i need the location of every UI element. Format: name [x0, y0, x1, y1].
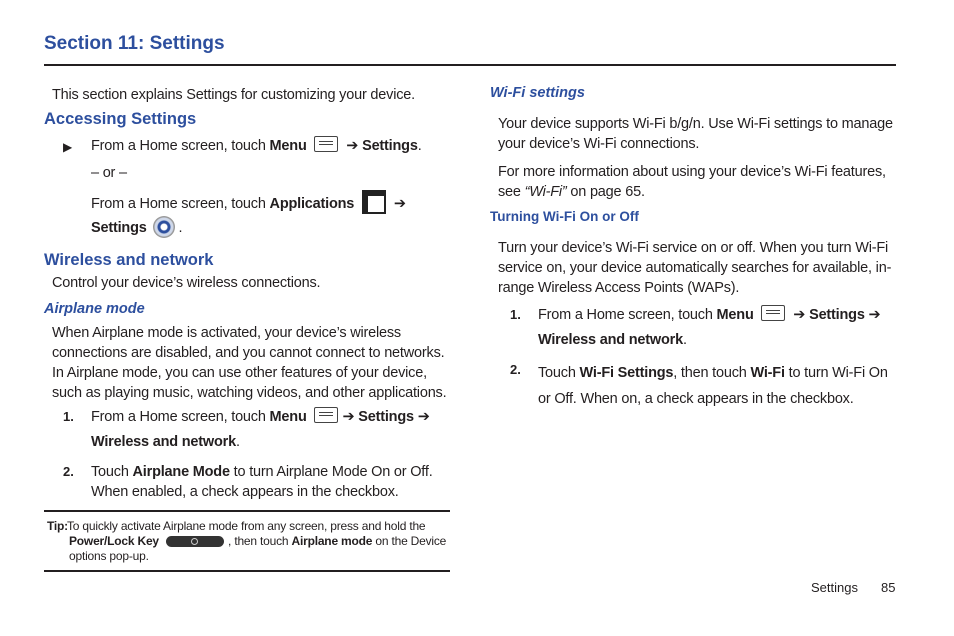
text-fragment: to turn Airplane Mode On or Off. When enabled, a check appears in the checkbox.	[91, 464, 433, 500]
arrow-icon: ➔	[868, 307, 881, 323]
title-divider	[44, 64, 896, 66]
menu-icon	[761, 305, 785, 321]
text-fragment: Touch	[538, 365, 580, 381]
airplane-mode-label: Airplane Mode	[132, 464, 230, 480]
airplane-step1-line2	[91, 432, 240, 452]
footer-section: Settings	[811, 580, 858, 595]
wireless-network-label: Wireless and network	[91, 434, 236, 450]
turning-wifi-para: Turn your device’s Wi-Fi service on or off. When you turn Wi-Fi service on, your device automatically searches for available, in-range Wireless Access Points (WAPs).	[498, 240, 892, 296]
wifi-para1: Your device supports Wi-Fi b/g/n. Use Wi-Fi settings to manage your device’s Wi-Fi connections.	[498, 116, 893, 152]
wifi-step1-line2	[538, 330, 687, 350]
applications-label: Applications	[269, 196, 355, 212]
text-fragment: on the Device options pop-up.	[69, 534, 447, 563]
wifi-para2	[498, 162, 894, 202]
text-fragment: Touch	[91, 464, 133, 480]
text-fragment: to turn Wi-Fi On or Off. When on, a check appears in the checkbox.	[538, 365, 888, 407]
text-fragment: .	[417, 138, 422, 154]
page-title: Section 11: Settings	[44, 33, 225, 54]
menu-label: Menu	[269, 138, 307, 154]
accessing-line-menu	[91, 136, 422, 156]
airplane-step1-line1	[91, 407, 430, 427]
power-key-label: Power/Lock Key	[69, 534, 159, 548]
wifi-label: Wi-Fi	[750, 365, 785, 381]
wifi-settings-label: Wi-Fi Settings	[579, 365, 674, 381]
step-number: 1.	[510, 307, 521, 322]
power-key-icon	[166, 536, 224, 547]
settings-label: Settings	[362, 138, 418, 154]
text-fragment: , then touch	[673, 365, 751, 381]
text-fragment: .	[682, 332, 687, 348]
accessing-line-apps	[91, 190, 406, 214]
tip-top-divider	[44, 510, 450, 512]
step-number: 2.	[510, 362, 521, 377]
settings-gear-icon	[153, 216, 175, 238]
step-number: 2.	[63, 464, 74, 479]
wifi-step2	[538, 360, 894, 412]
accessing-line-settings	[91, 216, 182, 238]
arrow-icon: ➔	[346, 138, 359, 154]
tip-text	[69, 519, 447, 564]
page-number: 85	[881, 580, 896, 595]
turning-wifi-heading: Turning Wi-Fi On or Off	[490, 209, 639, 224]
menu-label: Menu	[269, 409, 307, 425]
text-fragment: on page 65.	[566, 184, 645, 200]
bullet-icon: ▶	[63, 140, 73, 154]
settings-label: Settings	[809, 307, 865, 323]
menu-icon	[314, 136, 338, 152]
airplane-step2	[91, 462, 451, 502]
applications-icon	[362, 190, 386, 214]
menu-icon	[314, 407, 338, 423]
arrow-icon: ➔	[342, 409, 355, 425]
text-fragment: From a Home screen, touch	[91, 409, 270, 425]
arrow-icon: ➔	[417, 409, 430, 425]
text-fragment: To quickly activate Airplane mode from any screen, press and hold the	[67, 519, 426, 533]
airplane-mode-heading: Airplane mode	[44, 301, 145, 317]
text-fragment: From a Home screen, touch	[538, 307, 717, 323]
arrow-icon: ➔	[393, 196, 406, 212]
wireless-network-heading: Wireless and network	[44, 251, 214, 269]
airplane-mode-para: When Airplane mode is activated, your device’s wireless connections are disabled, and you cannot connect to networks. In Airplane mode, you can use other features of your device, such as playing music, watching videos, and other applications.	[52, 325, 447, 401]
text-fragment: , then touch	[228, 534, 292, 548]
tip-label	[47, 519, 68, 534]
or-separator: – or –	[91, 165, 127, 181]
intro-text: This section explains Settings for customizing your device.	[52, 87, 415, 103]
accessing-settings-heading: Accessing Settings	[44, 110, 197, 128]
text-fragment: .	[178, 220, 183, 236]
wireless-desc: Control your device’s wireless connections.	[52, 275, 321, 291]
settings-label: Settings	[91, 220, 147, 236]
text-fragment: From a Home screen, touch	[91, 196, 270, 212]
tip-label-text: Tip:	[47, 519, 68, 533]
tip-bottom-divider	[44, 570, 450, 572]
menu-label: Menu	[716, 307, 754, 323]
text-fragment: For more information about using your device’s Wi-Fi features, see	[498, 164, 886, 200]
text-fragment: From a Home screen, touch	[91, 138, 270, 154]
settings-label: Settings	[358, 409, 414, 425]
step-number: 1.	[63, 409, 74, 424]
wifi-step1-line1	[538, 305, 881, 325]
airplane-mode-label: Airplane mode	[291, 534, 373, 548]
wifi-reference: “Wi-Fi”	[524, 184, 567, 200]
wireless-network-label: Wireless and network	[538, 332, 683, 348]
wifi-settings-heading: Wi-Fi settings	[490, 85, 585, 101]
text-fragment: .	[235, 434, 240, 450]
arrow-icon: ➔	[793, 307, 806, 323]
